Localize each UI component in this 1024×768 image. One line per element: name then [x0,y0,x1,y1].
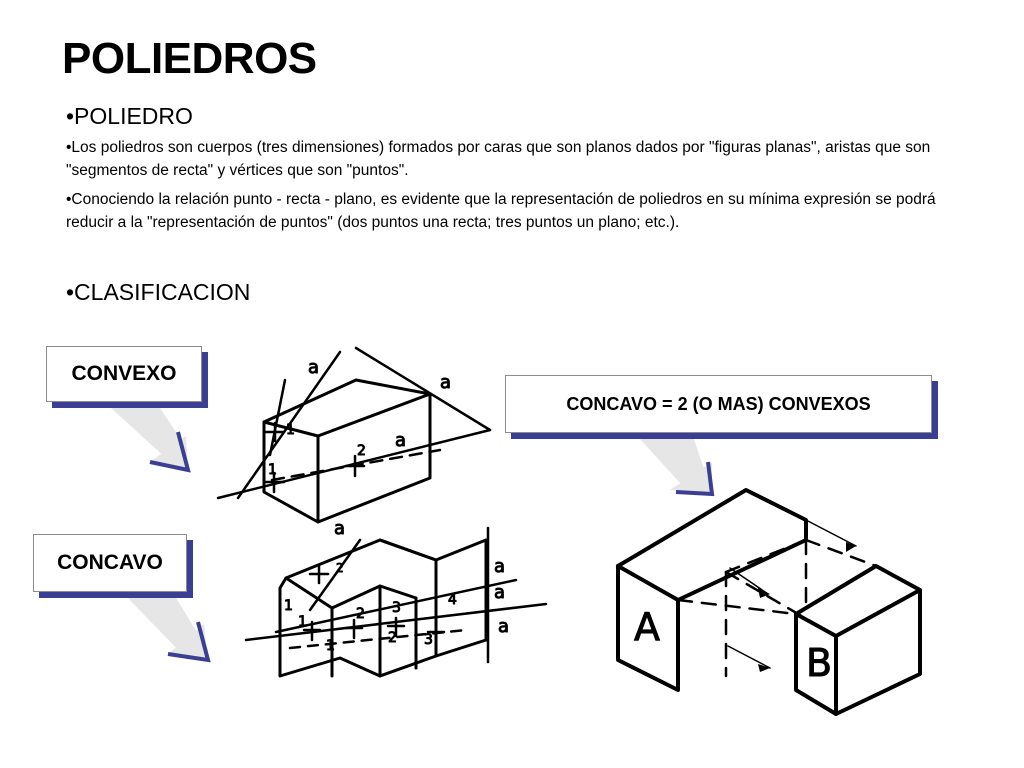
label-2-bottom: 2 [388,630,397,646]
label-1-face: 1 [298,614,307,630]
label-2-top: 2 [336,561,344,575]
label-a-3: a [395,430,407,451]
concavo-label-box: CONCAVO [33,534,187,592]
paragraph-representation: •Conociendo la relación punto - recta - plano, es evidente que la representación de poliedros en su mínima expresión se podrá reducir a la "representación de puntos" (dos puntos una recta; tres puntos un plano; etc.). [66,191,936,231]
label-3-face: 3 [392,600,401,616]
block-a [618,490,806,690]
label-a-right-1: a [494,556,506,577]
block-b [796,566,920,714]
paragraph-definition: •Los poliedros son cuerpos (tres dimensiones) formados por caras que son planos dados por "figuras planas", aristas que son "segmentos de recta" y vértices que son "puntos". [66,139,931,179]
label-block-b: B [806,641,833,685]
label-1-bottom: 1 [268,462,277,478]
label-block-a: A [634,605,660,649]
label-a-1: a [308,357,320,378]
section-heading-poliedro: •POLIEDRO [66,103,193,129]
label-2: 2 [357,443,366,459]
label-a-top: a [334,518,346,539]
label-a-right-3: a [498,616,510,637]
page-title: POLIEDROS [62,34,317,83]
label-1-left: 1 [284,598,293,614]
label-3-bottom: 3 [424,632,433,648]
concavo-definition-box: CONCAVO = 2 (O MAS) CONVEXOS [505,375,932,433]
convexo-label-box: CONVEXO [46,346,202,402]
label-a-2: a [440,372,452,393]
section-heading-clasificacion: •CLASIFICACION [66,279,251,305]
label-4-face: 4 [448,592,457,608]
label-1-bottom: 1 [326,638,335,654]
label-2-face: 2 [356,606,365,622]
label-a-right-2: a [494,582,506,603]
label-1-top: 1 [286,422,295,438]
